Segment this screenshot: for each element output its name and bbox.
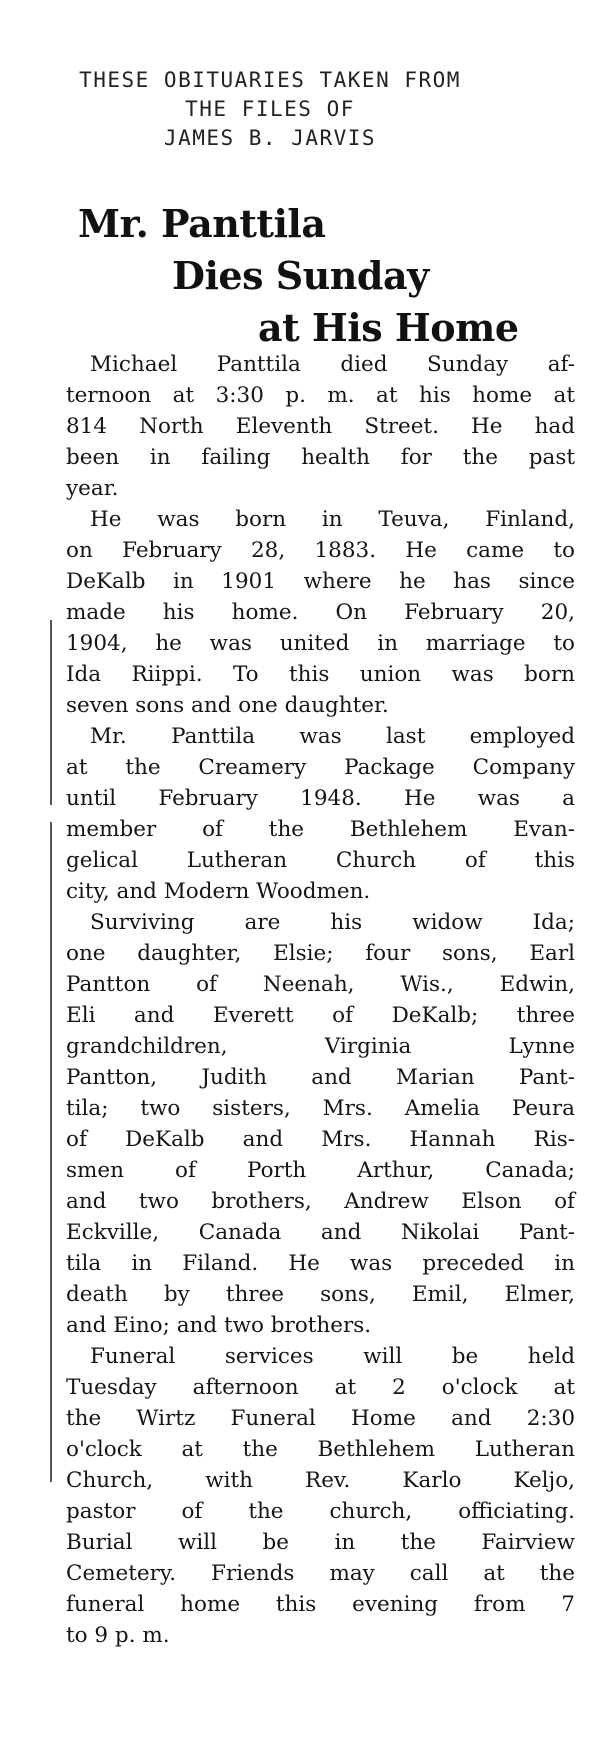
paragraph-line: year.	[66, 476, 119, 501]
paragraph-line: o'clock at the Bethlehem Lutheran	[66, 1437, 575, 1462]
column-rule	[50, 822, 52, 1482]
paragraph-line: tila in Filand. He was preceded in	[66, 1251, 575, 1276]
paragraph-line: Mr. Panttila was last employed	[90, 724, 575, 749]
archive-note	[60, 66, 480, 153]
paragraph-line: one daughter, Elsie; four sons, Earl	[66, 941, 575, 966]
obituary-body	[66, 349, 575, 1651]
paragraph-line: death by three sons, Emil, Elmer,	[66, 1282, 575, 1307]
paragraph-line: and two brothers, Andrew Elson of	[66, 1189, 575, 1214]
paragraph-line: been in failing health for the past	[66, 445, 575, 470]
paragraph-line: He was born in Teuva, Finland,	[90, 507, 575, 532]
paragraph-line: Michael Panttila died Sunday af-	[90, 352, 575, 377]
paragraph-line: pastor of the church, officiating.	[66, 1499, 575, 1524]
headline-line: at His Home	[258, 305, 519, 350]
paragraph-line: ternoon at 3:30 p. m. at his home at	[66, 383, 575, 408]
paragraph-line: on February 28, 1883. He came to	[66, 538, 575, 563]
headline-line: Dies Sunday	[172, 253, 429, 298]
paragraph-line: seven sons and one daughter.	[66, 693, 389, 718]
paragraph-line: until February 1948. He was a	[66, 786, 575, 811]
paragraph-line: Ida Riippi. To this union was born	[66, 662, 575, 687]
paragraph-line: smen of Porth Arthur, Canada;	[66, 1158, 575, 1183]
paragraph-line: Church, with Rev. Karlo Keljo,	[66, 1468, 575, 1493]
archive-note-line: THE FILES OF	[185, 97, 355, 121]
archive-note-line: THESE OBITUARIES TAKEN FROM	[79, 68, 461, 92]
paragraph-line: Pantton of Neenah, Wis., Edwin,	[66, 972, 575, 997]
column-rule	[50, 620, 52, 805]
headline-line: Mr. Panttila	[78, 201, 326, 246]
paragraph-line: city, and Modern Woodmen.	[66, 879, 371, 904]
paragraph-line: grandchildren, Virginia Lynne	[66, 1034, 575, 1059]
paragraph-line: Pantton, Judith and Marian Pant-	[66, 1065, 575, 1090]
paragraph-line: tila; two sisters, Mrs. Amelia Peura	[66, 1096, 575, 1121]
paragraph-line: Eli and Everett of DeKalb; three	[66, 1003, 575, 1028]
paragraph-line: DeKalb in 1901 where he has since	[66, 569, 575, 594]
archive-note-line: JAMES B. JARVIS	[163, 126, 377, 150]
paragraph-line: the Wirtz Funeral Home and 2:30	[66, 1406, 575, 1431]
paragraph-line: 814 North Eleventh Street. He had	[66, 414, 575, 439]
paragraph-line: member of the Bethlehem Evan-	[66, 817, 575, 842]
paragraph-line: Eckville, Canada and Nikolai Pant-	[66, 1220, 575, 1245]
paragraph-line: made his home. On February 20,	[66, 600, 575, 625]
paragraph-line: Funeral services will be held	[90, 1344, 575, 1369]
paragraph-line: 1904, he was united in marriage to	[66, 631, 575, 656]
paragraph-line: of DeKalb and Mrs. Hannah Ris-	[66, 1127, 575, 1152]
paragraph-line: Cemetery. Friends may call at the	[66, 1561, 575, 1586]
paragraph-line: Tuesday afternoon at 2 o'clock at	[66, 1375, 575, 1400]
obituary-headline	[78, 198, 598, 354]
paragraph-line: and Eino; and two brothers.	[66, 1313, 372, 1338]
paragraph-line: Surviving are his widow Ida;	[90, 910, 575, 935]
paragraph-line: Burial will be in the Fairview	[66, 1530, 575, 1555]
paragraph-line: at the Creamery Package Company	[66, 755, 575, 780]
paragraph-line: funeral home this evening from 7	[66, 1592, 575, 1617]
paragraph-line: gelical Lutheran Church of this	[66, 848, 575, 873]
paragraph-line: to 9 p. m.	[66, 1623, 170, 1648]
